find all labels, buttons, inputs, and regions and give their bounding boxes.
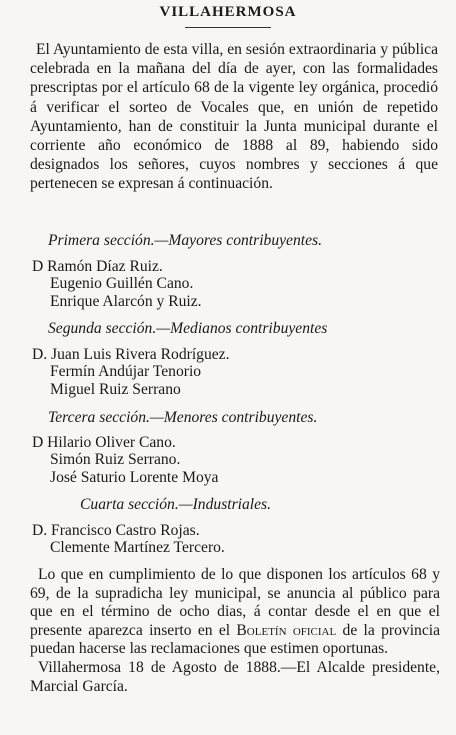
section-heading-cuarta: Cuarta sección.—Industriales.: [80, 496, 272, 513]
list-item: Enrique Alarcón y Ruiz.: [50, 292, 202, 310]
section-list-tercera: [32, 434, 218, 486]
closing-text: [30, 566, 440, 659]
signature-line: Villahermosa 18 de Agosto de 1888.—El Alcalde presidente, Marcial García.: [30, 658, 440, 695]
list-item: D. Juan Luis Rivera Rodríguez.: [32, 346, 230, 363]
closing-paragraph: [30, 566, 440, 696]
list-item: Eugenio Guillén Cano.: [50, 275, 194, 293]
intro-text: El Ayuntamiento de esta villa, en sesión extraordinaria y pública celebrada en la mañana del día de ayer, con las formalidades prescriptas por el artículo 68 de la vigente ley orgánica, procedió á verificar el sorteo de Vocales que, en unión de repetido Ayuntamiento, han de constituir la Junta municipal durante el corriente año económico de 1888 al 89, habiendo sido designados los señores, cuyos nombres y secciones á que pertenecen se expresan á continuación.: [30, 41, 438, 193]
list-item: Fermín Andújar Tenorio: [50, 363, 202, 381]
list-item: D Hilario Oliver Cano.: [32, 434, 176, 451]
list-item: D Ramón Díaz Ruiz.: [32, 258, 163, 275]
closing-text-end: de la provincia puedan hacerse las reclamaciones que estimen oportunas.: [30, 621, 440, 658]
list-item: Clemente Martínez Tercero.: [50, 539, 225, 557]
section-heading-segunda: Segunda sección.—Medianos contribuyentes: [48, 320, 328, 337]
section-list-primera: [32, 258, 202, 310]
list-item: D. Francisco Castro Rojas.: [32, 522, 200, 539]
title-underline: [185, 27, 271, 28]
section-heading-tercera: Tercera sección.—Menores contribuyentes.: [48, 409, 318, 426]
boletin-oficial-text: Boletín oficial: [236, 621, 337, 639]
section-list-cuarta: [32, 522, 225, 557]
section-heading-primera: Primera sección.—Mayores contribuyentes.: [48, 232, 322, 249]
list-item: Miguel Ruiz Serrano: [50, 380, 181, 398]
list-item: José Saturio Lorente Moya: [50, 468, 219, 486]
section-list-segunda: [32, 346, 229, 398]
closing-text-start: Lo que en cumplimiento de lo que disponen los artículos 68 y 69, de la supradicha ley municipal, se anuncia al público para que en el término de ocho dias, á contar desde el en que el presente aparezca inserto en el: [30, 566, 440, 639]
list-item: Simón Ruiz Serrano.: [50, 451, 181, 469]
page-title: VILLAHERMOSA: [159, 4, 297, 20]
intro-paragraph: [30, 40, 438, 194]
